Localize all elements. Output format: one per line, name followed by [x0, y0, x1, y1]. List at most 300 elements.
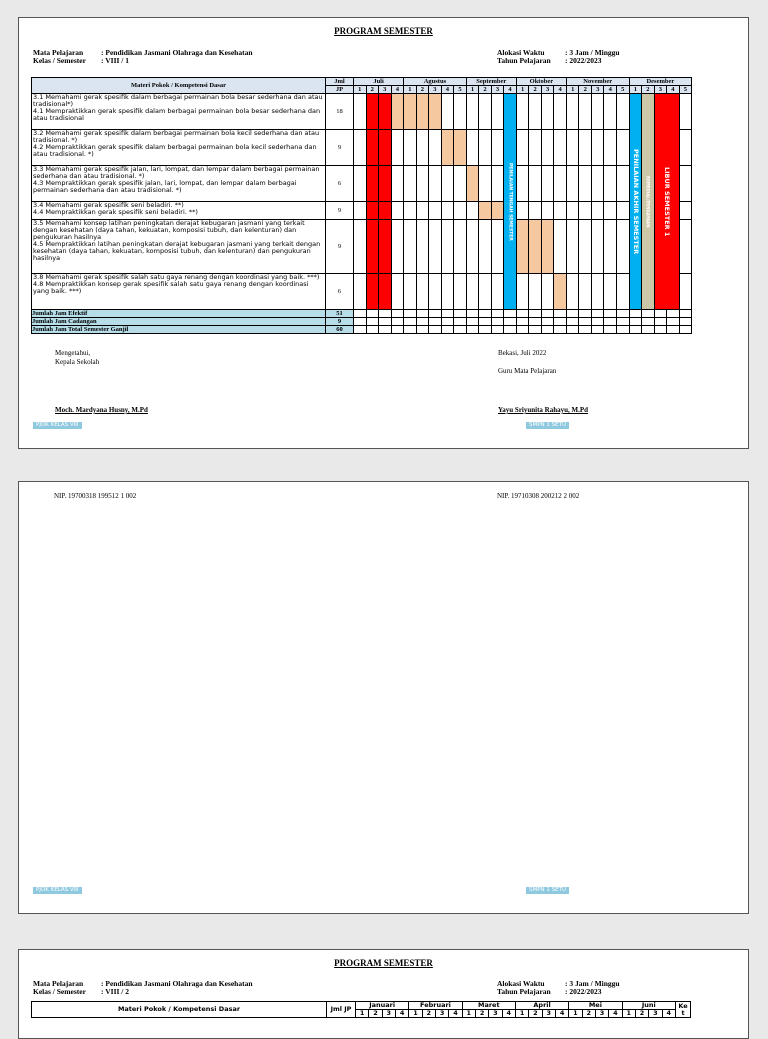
principal-name-block — [55, 406, 148, 415]
week-header: 2 — [582, 1010, 595, 1018]
place-date: Bekasi, Juli 2022 — [498, 349, 547, 357]
week-cell — [679, 166, 692, 202]
competency-jp: 9 — [326, 202, 354, 220]
week-cell — [466, 130, 479, 166]
class-value: : VIII / 1 — [101, 56, 129, 65]
page-title: PROGRAM SEMESTER — [334, 26, 433, 36]
week-cell — [416, 130, 429, 166]
week-cell — [566, 166, 579, 202]
week-header: 1 — [566, 86, 579, 94]
week-cell — [591, 94, 604, 130]
principal-title: Kepala Sekolah — [55, 358, 100, 366]
week-cell — [604, 166, 617, 202]
week-cell — [441, 318, 454, 326]
week-cell — [404, 274, 417, 310]
week-cell — [466, 94, 479, 130]
week-cell — [529, 94, 542, 130]
week-cell — [404, 166, 417, 202]
week-cell — [529, 318, 542, 326]
class-value: : VIII / 2 — [101, 987, 129, 996]
week-cell — [441, 202, 454, 220]
week-cell — [354, 94, 367, 130]
year-label: Tahun Pelajaran — [497, 987, 551, 996]
subject-label: Mata Pelajaran — [33, 48, 84, 57]
week-cell — [404, 310, 417, 318]
week-cell — [429, 310, 442, 318]
competency-text: 3.1 Memahami gerak spesifik dalam berbagai permainan bola besar sederhana dan atau tradisional*) 4.1 Mempraktikkan gerak spesifik dalam berbagai permainan bola besar sederhana dan atau tradisional — [32, 94, 326, 130]
week-cell — [354, 130, 367, 166]
column-header-materi: Materi Pokok / Kompetensi Dasar — [32, 1002, 327, 1018]
week-header: 2 — [529, 1010, 542, 1018]
week-header: 1 — [569, 1010, 582, 1018]
week-cell — [554, 318, 567, 326]
week-cell — [379, 274, 392, 310]
week-cell — [529, 274, 542, 310]
remedial-column — [642, 94, 655, 310]
week-cell — [554, 130, 567, 166]
summary-row — [32, 318, 692, 326]
week-cell — [416, 94, 429, 130]
week-cell — [479, 94, 492, 130]
week-cell — [454, 130, 467, 166]
subject-value: : Pendidikan Jasmani Olahraga dan Kesehatan — [101, 979, 253, 988]
week-cell — [416, 274, 429, 310]
week-header: 4 — [609, 1010, 622, 1018]
week-cell — [429, 94, 442, 130]
week-cell — [491, 130, 504, 166]
week-header: 2 — [422, 1010, 435, 1018]
summary-label: Jumlah Jam Cadangan — [32, 318, 326, 326]
week-cell — [454, 202, 467, 220]
principal-name: Moch. Mardyana Husny, M.Pd — [55, 406, 148, 414]
footer-left-tag: PJOK KELAS VIII — [33, 422, 82, 429]
week-cell — [379, 94, 392, 130]
week-header: 3 — [542, 1010, 555, 1018]
week-header: 4 — [667, 86, 680, 94]
week-cell — [479, 274, 492, 310]
principal-nip: NIP. 19700318 199512 1 002 — [54, 492, 137, 500]
week-cell — [466, 202, 479, 220]
week-cell — [391, 310, 404, 318]
week-cell — [617, 130, 630, 166]
semester-program-table-2 — [31, 1001, 691, 1018]
week-cell — [654, 326, 667, 334]
week-cell — [604, 202, 617, 220]
week-cell — [529, 310, 542, 318]
place-date-left-block — [55, 349, 99, 367]
week-cell — [479, 166, 492, 202]
competency-text: 3.4 Memahami gerak spesifik seni beladiri. **) 4.4 Mempraktikkan gerak spesifik seni beladiri. **) — [32, 202, 326, 220]
week-cell — [504, 326, 517, 334]
week-header: 2 — [529, 86, 542, 94]
week-cell — [529, 130, 542, 166]
week-cell — [366, 326, 379, 334]
week-header: 2 — [642, 86, 655, 94]
week-cell — [379, 310, 392, 318]
month-header: Februari — [409, 1002, 462, 1010]
header-left — [33, 980, 253, 996]
week-header: 3 — [491, 86, 504, 94]
week-cell — [516, 310, 529, 318]
summary-row — [32, 310, 692, 318]
week-cell — [366, 94, 379, 130]
week-cell — [354, 202, 367, 220]
week-header: 3 — [595, 1010, 608, 1018]
week-cell — [579, 310, 592, 318]
week-cell — [541, 310, 554, 318]
week-cell — [491, 326, 504, 334]
week-cell — [441, 310, 454, 318]
week-cell — [516, 326, 529, 334]
week-cell — [429, 326, 442, 334]
week-cell — [579, 220, 592, 274]
column-header-ket: Ke t — [676, 1002, 691, 1018]
week-cell — [479, 310, 492, 318]
pas-label: PENILAIAN AKHIR SEMESTER — [631, 148, 640, 255]
competency-text: 3.8 Memahami gerak spesifik salah satu gaya renang dengan koordinasi yang baik. ***) 4.8 Mempraktikkan konsep gerak spesifik salah satu gaya renang dengan koordinasi yang baik. ***) — [32, 274, 326, 310]
week-header: 1 — [622, 1010, 635, 1018]
week-cell — [404, 220, 417, 274]
week-cell — [579, 318, 592, 326]
year-label: Tahun Pelajaran — [497, 56, 551, 65]
week-cell — [466, 274, 479, 310]
week-cell — [554, 220, 567, 274]
week-cell — [529, 326, 542, 334]
week-cell — [591, 130, 604, 166]
week-cell — [416, 310, 429, 318]
remedial-label: REMEDIAL/PENGAYAAN — [645, 175, 651, 228]
week-cell — [429, 166, 442, 202]
class-label: Kelas / Semester — [33, 987, 86, 996]
competency-row — [32, 94, 692, 130]
week-cell — [667, 318, 680, 326]
week-header: 4 — [554, 86, 567, 94]
week-cell — [391, 94, 404, 130]
week-cell — [629, 326, 642, 334]
week-cell — [591, 202, 604, 220]
week-header: 5 — [454, 86, 467, 94]
document-page-2 — [18, 481, 749, 914]
competency-text: 3.2 Memahami gerak spesifik dalam berbagai permainan bola kecil sederhana dan atau tradisional. *) 4.2 Mempraktikkan gerak spesifik dalam berbagai permainan bola kecil sederhana dan atau tradisional. *) — [32, 130, 326, 166]
competency-text: 3.5 Memahami konsep latihan peningkatan derajat kebugaran jasmani yang terkait dengan kesehatan (daya tahan, kekuatan, komposisi tubuh, dan kelenturan) dan pengukuran hasilnya 4.5 Mempraktikkan latihan peningkatan derajat kebugaran jasmani yang terkait dengan kesehatan (daya tahan, kekuatan, komposisi tubuh, dan kelenturan) dan pengukuran hasilnya — [32, 220, 326, 274]
summary-label: Jumlah Jam Efektif — [32, 310, 326, 318]
week-cell — [429, 318, 442, 326]
week-cell — [441, 220, 454, 274]
week-cell — [391, 166, 404, 202]
week-cell — [679, 94, 692, 130]
header-right — [497, 980, 620, 996]
competency-row — [32, 130, 692, 166]
week-cell — [516, 94, 529, 130]
competency-jp: 6 — [326, 166, 354, 202]
week-header: 4 — [449, 1010, 462, 1018]
week-cell — [379, 318, 392, 326]
week-cell — [491, 202, 504, 220]
time-label: Alokasi Waktu — [497, 48, 545, 57]
week-cell — [667, 310, 680, 318]
week-cell — [679, 318, 692, 326]
month-header: Oktober — [516, 78, 566, 86]
week-header: 4 — [395, 1010, 408, 1018]
week-cell — [529, 220, 542, 274]
week-cell — [391, 130, 404, 166]
week-header: 2 — [416, 86, 429, 94]
year-value: : 2022/2023 — [565, 987, 602, 996]
week-cell — [404, 94, 417, 130]
document-page-1 — [18, 17, 749, 449]
week-cell — [604, 310, 617, 318]
week-header: 4 — [504, 86, 517, 94]
week-cell — [504, 318, 517, 326]
week-header: 1 — [515, 1010, 528, 1018]
week-header: 2 — [366, 86, 379, 94]
week-cell — [579, 166, 592, 202]
week-cell — [479, 318, 492, 326]
week-cell — [541, 318, 554, 326]
week-cell — [541, 130, 554, 166]
week-cell — [679, 310, 692, 318]
competency-row — [32, 202, 692, 220]
week-header: 4 — [555, 1010, 568, 1018]
month-header: Juli — [354, 78, 404, 86]
week-cell — [617, 166, 630, 202]
week-cell — [479, 220, 492, 274]
week-cell — [466, 310, 479, 318]
week-cell — [617, 326, 630, 334]
week-cell — [491, 310, 504, 318]
week-cell — [554, 274, 567, 310]
week-cell — [579, 130, 592, 166]
week-header: 4 — [391, 86, 404, 94]
column-header-jml: Jml JP — [327, 1002, 356, 1018]
week-cell — [416, 166, 429, 202]
month-header: November — [566, 78, 629, 86]
week-cell — [441, 326, 454, 334]
week-cell — [454, 94, 467, 130]
month-header: September — [466, 78, 516, 86]
week-cell — [617, 94, 630, 130]
week-cell — [541, 326, 554, 334]
week-cell — [566, 274, 579, 310]
week-cell — [566, 202, 579, 220]
week-cell — [454, 274, 467, 310]
week-cell — [604, 130, 617, 166]
week-cell — [617, 220, 630, 274]
week-cell — [566, 310, 579, 318]
week-cell — [391, 274, 404, 310]
week-cell — [566, 220, 579, 274]
week-cell — [479, 130, 492, 166]
week-header: 4 — [662, 1010, 675, 1018]
header-right — [497, 49, 620, 65]
week-cell — [416, 202, 429, 220]
week-cell — [554, 94, 567, 130]
week-cell — [454, 166, 467, 202]
week-header: 3 — [649, 1010, 662, 1018]
column-header-jml: Jml — [326, 78, 354, 86]
time-label: Alokasi Waktu — [497, 979, 545, 988]
pts-label: PENILAIAN TENGAH SEMESTER — [507, 162, 513, 241]
subject-value: : Pendidikan Jasmani Olahraga dan Kesehatan — [101, 48, 253, 57]
week-cell — [604, 274, 617, 310]
week-cell — [441, 130, 454, 166]
teacher-title: Guru Mata Pelajaran — [498, 367, 557, 375]
week-cell — [604, 326, 617, 334]
week-cell — [429, 202, 442, 220]
week-cell — [679, 220, 692, 274]
time-value: : 3 Jam / Minggu — [565, 979, 620, 988]
week-cell — [566, 94, 579, 130]
week-cell — [579, 326, 592, 334]
week-cell — [579, 94, 592, 130]
libur-column — [654, 94, 679, 310]
week-cell — [679, 202, 692, 220]
week-cell — [516, 202, 529, 220]
week-cell — [491, 220, 504, 274]
week-cell — [479, 202, 492, 220]
week-cell — [404, 202, 417, 220]
week-cell — [617, 318, 630, 326]
week-header: 2 — [369, 1010, 382, 1018]
week-cell — [391, 202, 404, 220]
week-cell — [466, 326, 479, 334]
week-cell — [566, 326, 579, 334]
week-cell — [379, 220, 392, 274]
week-cell — [429, 220, 442, 274]
week-header: 3 — [382, 1010, 395, 1018]
week-cell — [591, 166, 604, 202]
week-header: 2 — [479, 86, 492, 94]
week-header: 4 — [604, 86, 617, 94]
week-cell — [354, 310, 367, 318]
week-cell — [617, 202, 630, 220]
week-header: 3 — [379, 86, 392, 94]
week-cell — [566, 318, 579, 326]
week-cell — [416, 318, 429, 326]
week-cell — [579, 274, 592, 310]
week-cell — [404, 318, 417, 326]
week-cell — [642, 326, 655, 334]
week-cell — [354, 274, 367, 310]
week-cell — [391, 318, 404, 326]
week-cell — [504, 310, 517, 318]
week-cell — [554, 202, 567, 220]
week-cell — [516, 166, 529, 202]
week-cell — [667, 326, 680, 334]
week-cell — [366, 220, 379, 274]
competency-text: 3.3 Memahami gerak spesifik jalan, lari, lompat, dan lempar dalam berbagai permainan sederhana dan atau tradisional. *) 4.3 Mempraktikkan gerak spesifik jalan, lari, lompat, dan lempar dalam berbagai permainan sederhana dan atau tradisional. *) — [32, 166, 326, 202]
week-cell — [541, 94, 554, 130]
week-cell — [579, 202, 592, 220]
column-header-materi: Materi Pokok / Kompetensi Dasar — [32, 78, 326, 94]
week-cell — [441, 166, 454, 202]
week-cell — [642, 318, 655, 326]
week-cell — [454, 326, 467, 334]
week-cell — [516, 274, 529, 310]
class-label: Kelas / Semester — [33, 56, 86, 65]
week-cell — [554, 166, 567, 202]
week-header: 2 — [635, 1010, 648, 1018]
summary-value: 9 — [326, 318, 354, 326]
week-cell — [366, 274, 379, 310]
week-cell — [354, 220, 367, 274]
week-header: 1 — [356, 1010, 369, 1018]
week-cell — [591, 220, 604, 274]
week-cell — [629, 318, 642, 326]
week-cell — [516, 318, 529, 326]
week-cell — [617, 310, 630, 318]
competency-jp: 9 — [326, 130, 354, 166]
subject-label: Mata Pelajaran — [33, 979, 84, 988]
week-cell — [416, 326, 429, 334]
semester-program-table — [31, 77, 692, 334]
pts-column — [504, 94, 517, 310]
summary-value: 60 — [326, 326, 354, 334]
week-cell — [479, 326, 492, 334]
knowing-label: Mengetahui, — [55, 349, 91, 357]
week-header: 3 — [429, 86, 442, 94]
week-cell — [366, 202, 379, 220]
week-cell — [604, 318, 617, 326]
week-cell — [466, 318, 479, 326]
week-cell — [679, 326, 692, 334]
week-header: 4 — [441, 86, 454, 94]
week-cell — [366, 166, 379, 202]
week-cell — [491, 94, 504, 130]
week-cell — [554, 310, 567, 318]
week-cell — [541, 220, 554, 274]
year-value: : 2022/2023 — [565, 56, 602, 65]
week-cell — [591, 274, 604, 310]
week-cell — [366, 318, 379, 326]
competency-jp: 18 — [326, 94, 354, 130]
week-cell — [516, 130, 529, 166]
competency-row — [32, 220, 692, 274]
pas-column — [629, 94, 642, 310]
week-header: 3 — [489, 1010, 502, 1018]
week-cell — [554, 326, 567, 334]
week-cell — [591, 326, 604, 334]
week-header: 1 — [409, 1010, 422, 1018]
week-cell — [566, 130, 579, 166]
week-cell — [441, 94, 454, 130]
week-header: 5 — [679, 86, 692, 94]
summary-row — [32, 326, 692, 334]
month-header: Maret — [462, 1002, 515, 1010]
week-cell — [541, 202, 554, 220]
week-header: 1 — [354, 86, 367, 94]
week-cell — [354, 166, 367, 202]
month-header: Desember — [629, 78, 692, 86]
week-cell — [354, 318, 367, 326]
page-title: PROGRAM SEMESTER — [334, 958, 433, 968]
month-header: Januari — [356, 1002, 409, 1010]
week-cell — [541, 274, 554, 310]
week-cell — [679, 130, 692, 166]
column-header-jp: JP — [326, 86, 354, 94]
competency-row — [32, 166, 692, 202]
document-page-3 — [18, 949, 749, 1039]
month-header: April — [515, 1002, 568, 1010]
week-header: 3 — [541, 86, 554, 94]
month-header: Agustus — [404, 78, 467, 86]
week-header: 4 — [502, 1010, 515, 1018]
week-header: 3 — [591, 86, 604, 94]
week-cell — [642, 310, 655, 318]
week-cell — [404, 130, 417, 166]
week-cell — [591, 310, 604, 318]
week-cell — [354, 326, 367, 334]
